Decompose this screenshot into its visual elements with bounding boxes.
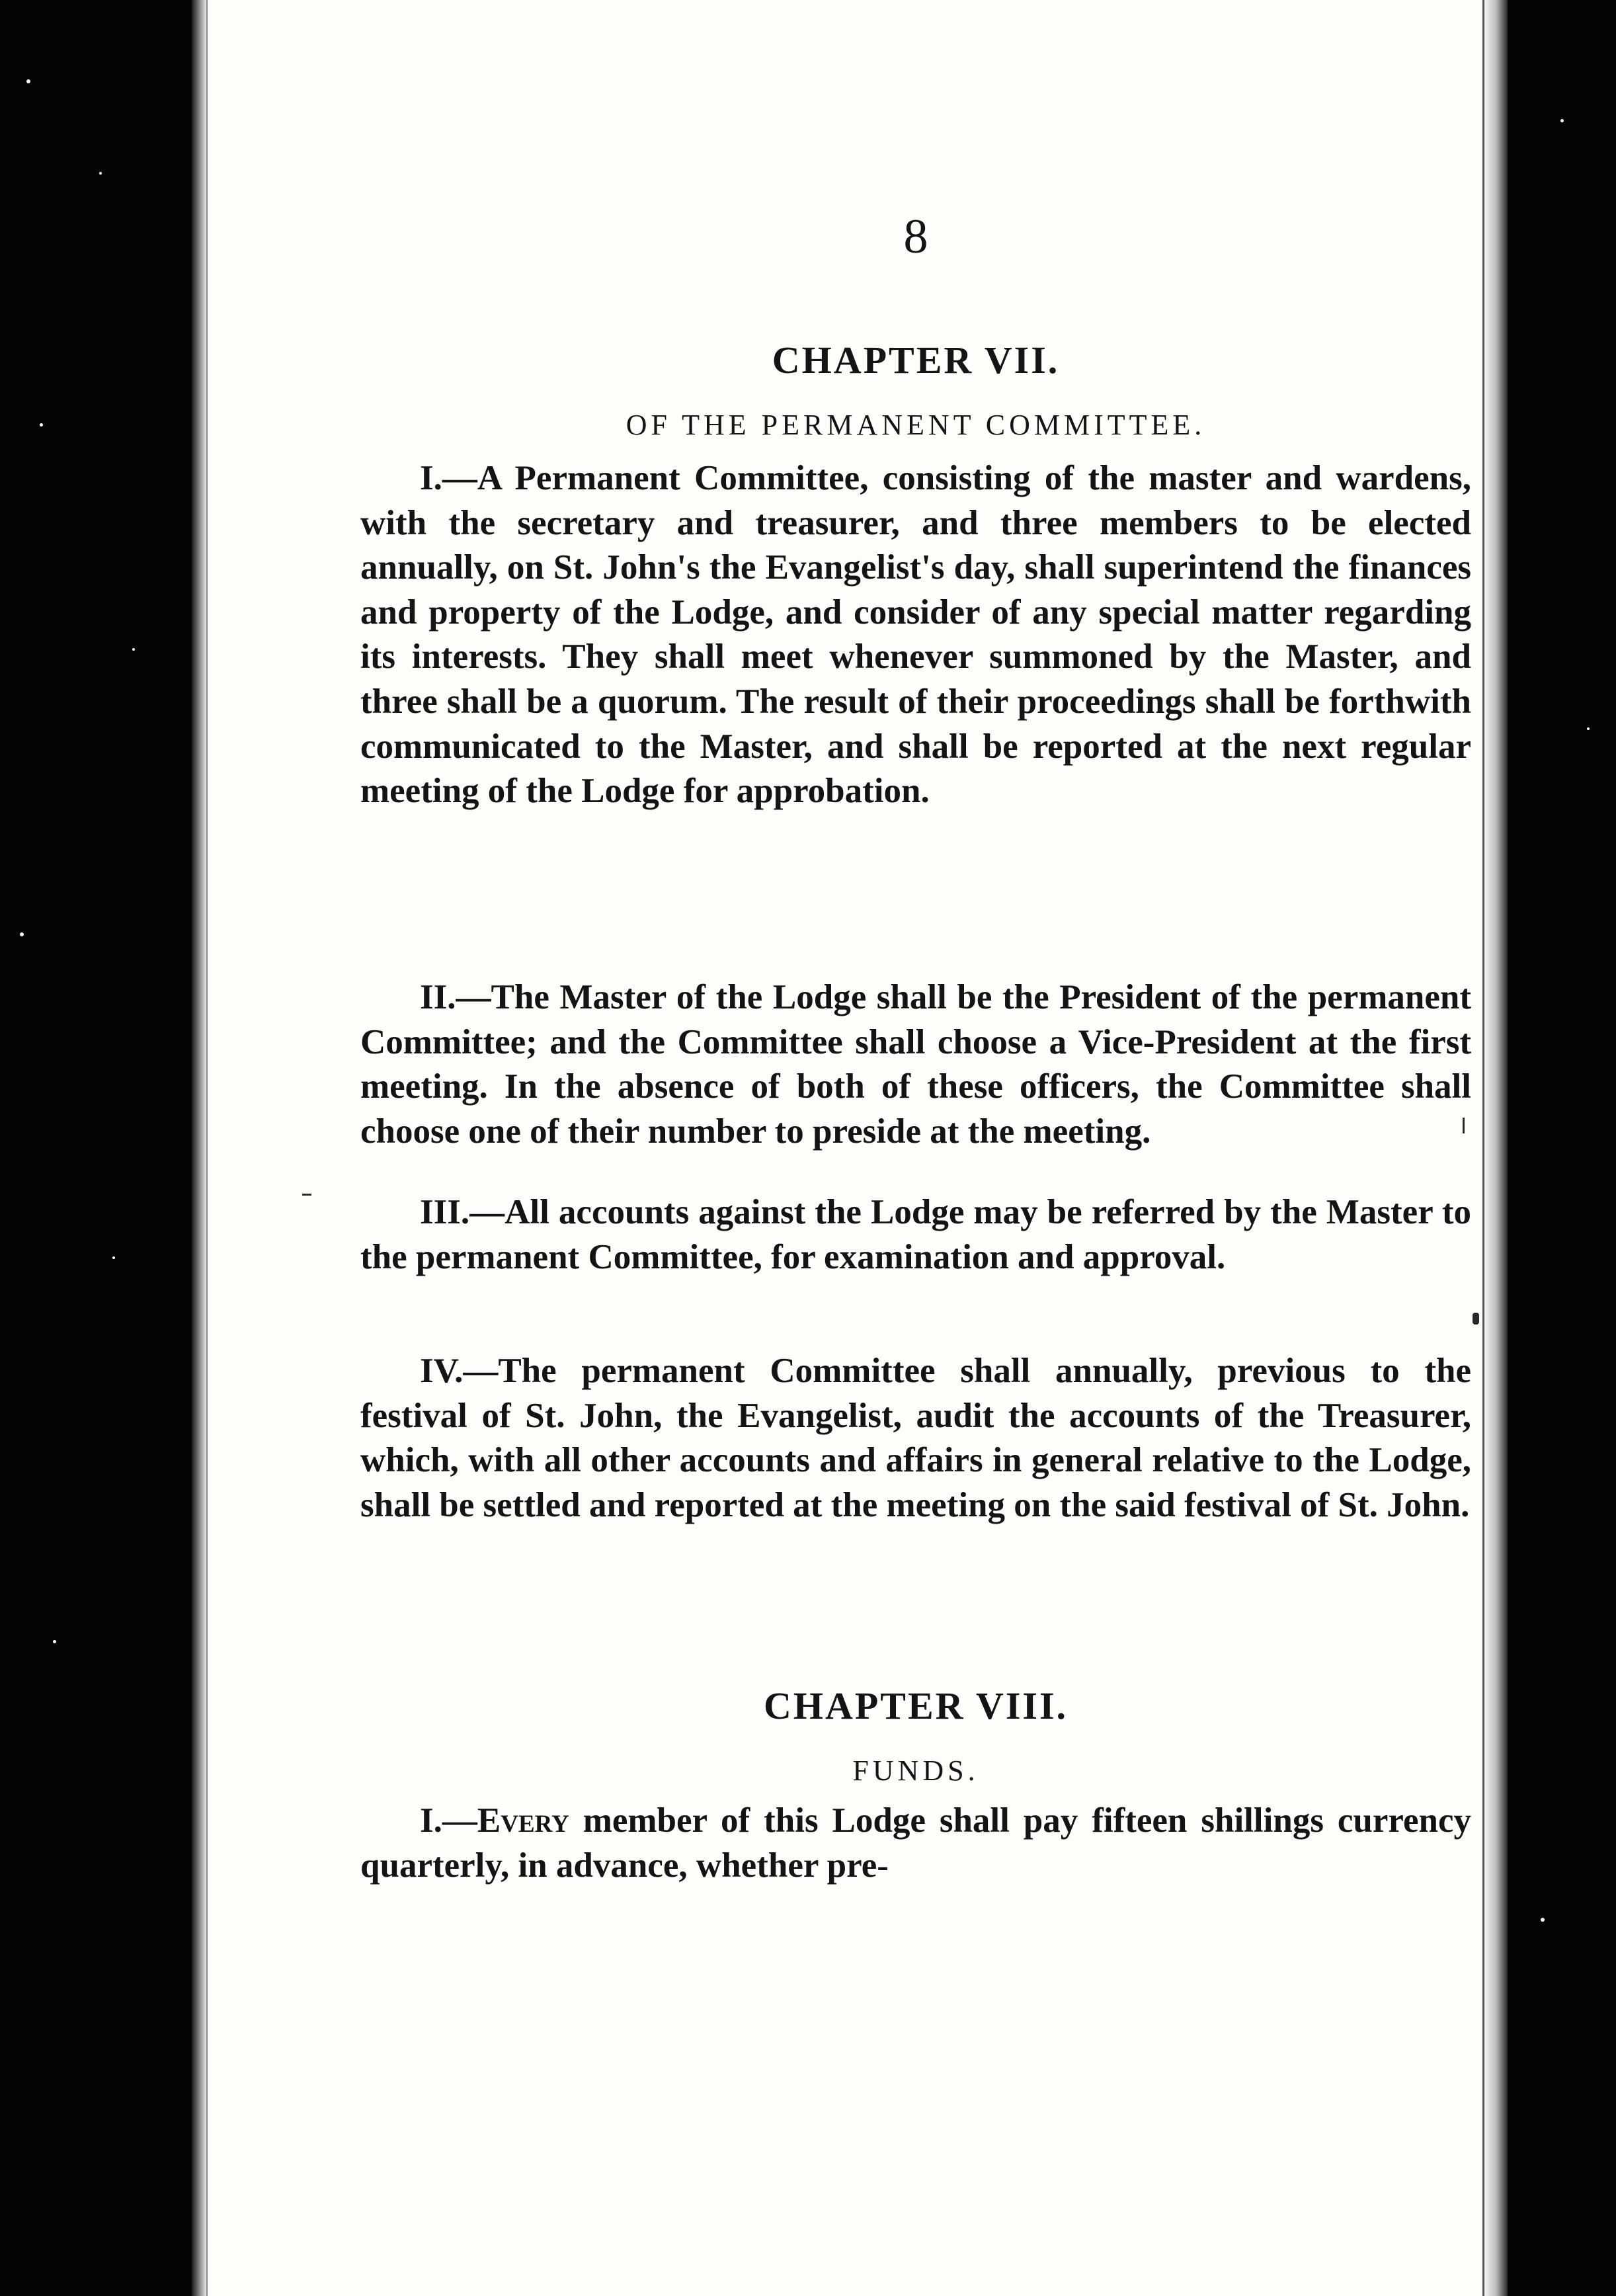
page-spine-shadow [192,0,206,2296]
article [360,1799,1471,1888]
article [360,975,1471,1154]
scan-speck [20,932,24,936]
page-number: 8 [903,210,928,264]
margin-speck [302,1194,311,1196]
page-left-edge [206,0,208,2296]
margin-speck [1473,1313,1479,1325]
article-text: member of this Lodge shall pay fifteen shillings currency quarterly, in advance, whether pre- [360,1801,1471,1885]
chapter-subheading: FUNDS. [852,1754,979,1787]
scan-speck [99,172,102,175]
article [360,456,1471,814]
chapter-heading: CHAPTER VII. [772,339,1060,382]
chapter-subheading: OF THE PERMANENT COMMITTEE. [626,409,1206,441]
article-lead-word: Every [477,1801,569,1840]
article-text: A Permanent Committee, consisting of the master and wardens, with the secretary and treasurer, and three members to be elected annually, on St. John's the Evangelist's day, shall superintend the finances and property of the Lodge, and consider of any special matter regarding its interests. They shall meet whenever summoned by the Master, and three shall be a quorum. The result of their proceedings shall be forthwith communicated to the Master, and shall be reported at the next regular meeting of the Lodge for approbation. [360,459,1471,811]
scan-speck [53,1640,56,1643]
scan-speck [26,79,30,83]
article-label: I.— [420,1801,477,1840]
article-text: The Master of the Lodge shall be the President of the permanent Committee; and the Committee shall choose a Vice-President at the first meeting. In the absence of both of these officers, the Committee shall choose one of their number to preside at the meeting. [360,978,1471,1151]
scan-speck [1560,119,1564,122]
scan-speck [40,423,43,427]
article-label: I.— [420,459,477,497]
chapter-heading: CHAPTER VIII. [763,1684,1069,1727]
book-page [192,0,1508,2296]
article-label: II.— [420,978,491,1016]
article-label: III.— [420,1193,505,1231]
scan-speck [132,648,135,651]
article-text: All accounts against the Lodge may be referred by the Master to the permanent Committee, for examination and approval. [360,1193,1471,1276]
article-text: The permanent Committee shall annually, previous to the festival of St. John, the Evangelist, audit the accounts of the Treasurer, which, with all other accounts and affairs in general relative to the Lodge, shall be settled and reported at the meeting on the said festival of St. John. [360,1352,1471,1524]
article-label: IV.— [420,1352,499,1390]
page-fold-shadow [1484,0,1508,2296]
scan-speck [1587,727,1590,730]
scan-speck [112,1256,115,1259]
article [360,1190,1471,1280]
scan-speck [1541,1918,1545,1922]
article [360,1349,1471,1528]
